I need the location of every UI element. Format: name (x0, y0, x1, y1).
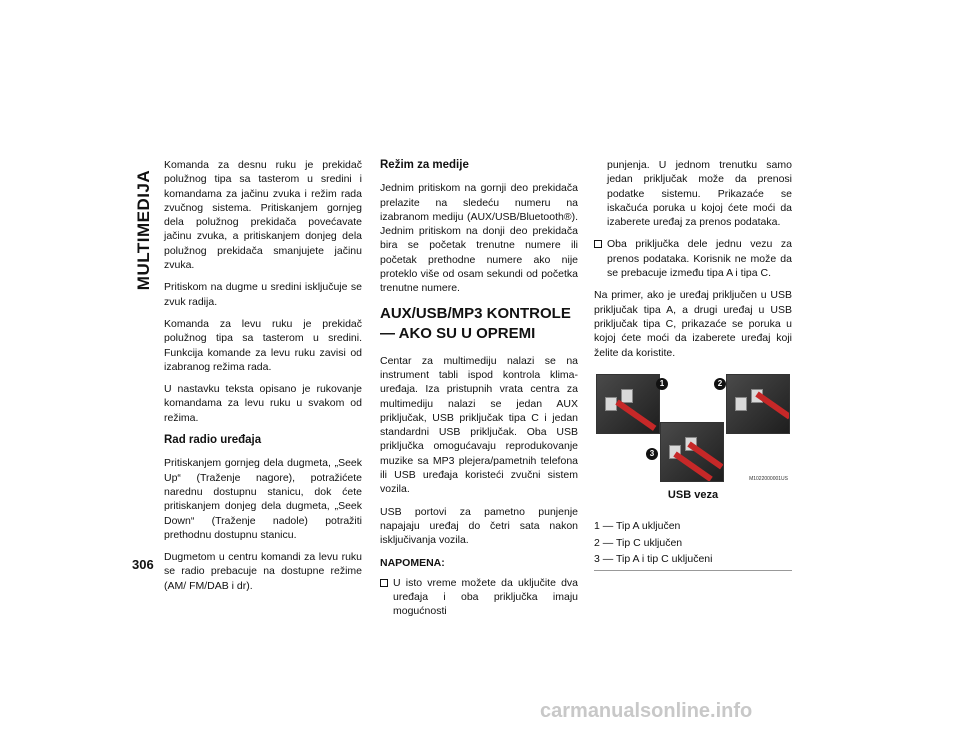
section-heading: Režim za medije (380, 159, 469, 171)
usb-type-c-photo (726, 374, 790, 434)
note-bullet-continued (594, 158, 792, 229)
paragraph: Na primer, ako je uređaj priključen u USB priključak tipa A, a drugi uređaj u USB priključak tipa C, prikazaće se poruka u kojoj ćete moći da izaberete uređaj koji želite da koristite. (594, 289, 792, 359)
paragraph: Pritiskanjem gornjeg dela dugmeta, „Seek Up“ (Traženje nagore), potražićete narednu dostupnu stanicu, dok ćete pritiskanjem donjeg dela dugmeta, „Seek Down“ (Traženje nadole) potražiti prethodnu dostupnu stanicu. (164, 457, 362, 541)
paragraph: Pritiskom na dugme u sredini isključuje se zvuk radija. (164, 281, 362, 308)
figure-legend (594, 518, 792, 571)
usb-both-photo (660, 422, 724, 482)
callout-marker: 3 (646, 448, 658, 460)
chapter-heading: AUX/USB/MP3 KONTROLE — AKO SU U OPREMI (380, 304, 571, 342)
watermark: carmanualsonline.info (540, 700, 753, 722)
callout-marker: 1 (656, 378, 668, 390)
note-bullet (380, 576, 578, 619)
usb-type-a-photo (596, 374, 660, 434)
callout-marker: 2 (714, 378, 726, 390)
note-bullet (594, 237, 792, 280)
paragraph: U nastavku teksta opisano je rukovanje komandama za levu ruku u svakom od režima. (164, 383, 362, 424)
legend-item: 3 — Tip A i tip C uključeni (594, 553, 713, 566)
column-middle (380, 158, 578, 627)
legend-item: 2 — Tip C uključen (594, 536, 683, 549)
figure-caption: USB veza (667, 488, 719, 501)
paragraph: USB portovi za pametno punjenje napajaju uređaj do četri sata nakon isključivanja vozila. (380, 505, 578, 547)
bullet-text: punjenja. U jednom trenutku samo jedan priključak može da prenosi podatke sistemu. Prikazaće se iskačuća poruka u kojoj ćete moći da izaberete uređaj za prenos podataka. (607, 159, 792, 229)
note-label: NAPOMENA: (380, 556, 445, 569)
paragraph: Dugmetom u centru komandi za levu ruku se radio prebacuje na dostupne režime (AM/ FM/DAB i dr). (164, 551, 362, 592)
paragraph: Jednim pritiskom na gornji deo prekidača prelazite na sledeću numeru na izabranom mediju (AUX/USB/Bluetooth®). Jednim pritiskom na donji deo prekidača bira se početak trenutne numere ili početak prethodne numere ako nije proteklo više od osam sekundi od početka trenutne numere. (380, 182, 578, 295)
figure-id: M1022000001US (749, 475, 788, 482)
section-side-tab (130, 170, 158, 290)
section-title: MULTIMEDIJA (134, 169, 153, 291)
usb-figure (594, 368, 792, 486)
column-right (594, 158, 792, 571)
page-number: 306 (132, 557, 154, 572)
paragraph: Komanda za levu ruku je prekidač polužnog tipa sa tasterom u sredini. Funkcija komande za levu ruku zavisi od izabranog režima rada. (164, 317, 362, 373)
section-heading: Rad radio uređaja (164, 434, 262, 447)
bullet-text: U isto vreme možete da uključite dva uređaja i oba priključka imaju mogućnosti (393, 576, 578, 618)
legend-item: 1 — Tip A uključen (594, 520, 681, 533)
bullet-text: Oba priključka dele jednu vezu za prenos podataka. Korisnik ne može da se prebacuje između tipa A i tipa C. (607, 238, 792, 280)
checkbox-bullet-icon (380, 579, 388, 587)
paragraph: Centar za multimediju nalazi se na instrument tabli ispod kontrola klima-uređaja. Iza pristupnih vrata centra za multimediju nalazi se jedan AUX priključak, USB priključak tipa C i jedan standardni USB priključak. Oba USB priključka omogućavaju reprodukovanje muzike sa MP3 plejera/pametnih telefona ili USB uređaja koristeći zvučni sistem vozila. (380, 354, 578, 496)
checkbox-bullet-icon (594, 240, 602, 248)
paragraph: Komanda za desnu ruku je prekidač polužnog tipa sa tasterom u sredini i komandama za jačinu zvuka i režim rada zvučnog sistema. Pritiskanjem gornjeg dela polužnog prekidača povećavate jačinu zvuka, a pritiskanjem donjeg dela polužnog prekidača smanjujete jačinu zvuka. (164, 159, 362, 272)
column-left (164, 158, 362, 601)
